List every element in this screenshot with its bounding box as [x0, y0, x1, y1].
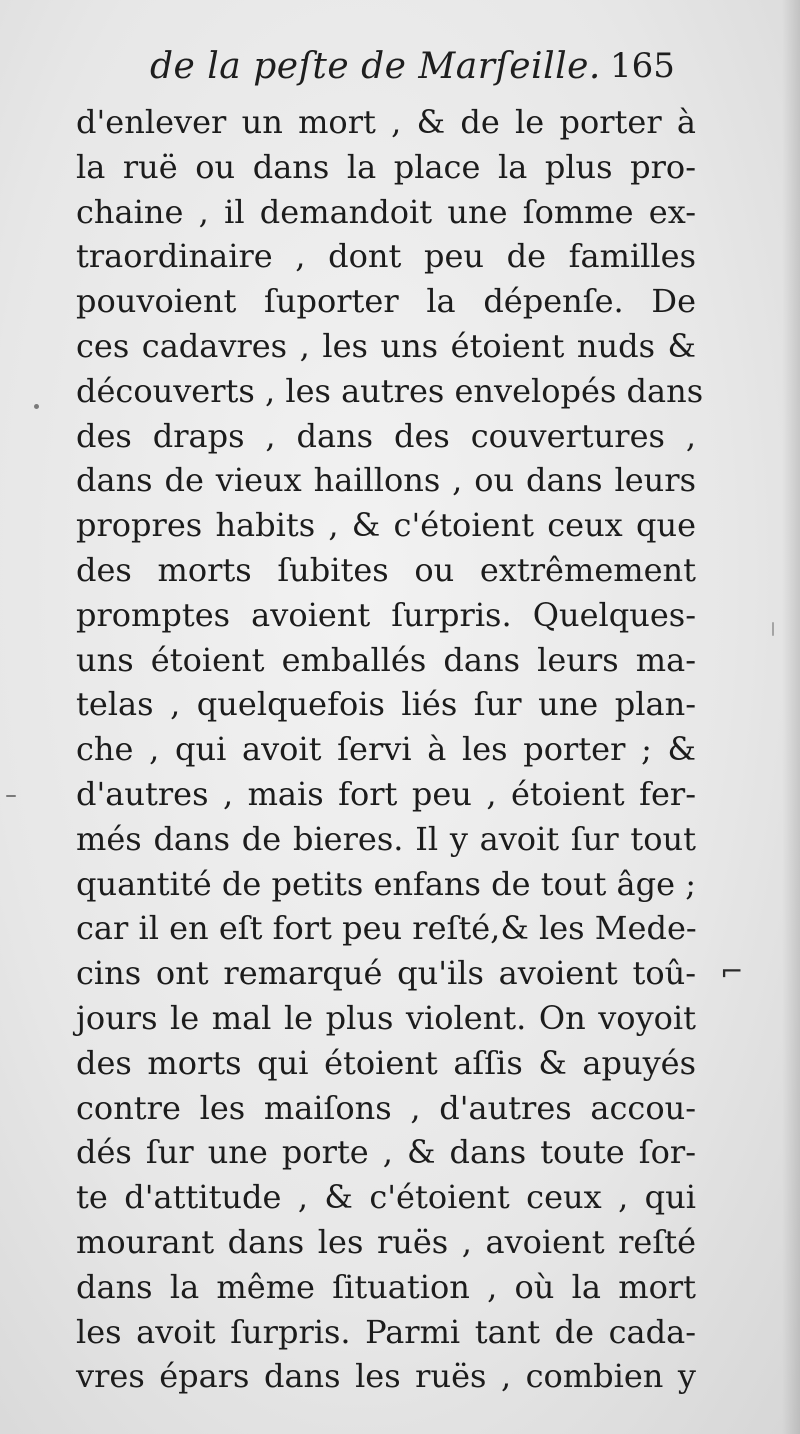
text-line: dans de vieux haillons , ou dans leurs [76, 461, 696, 500]
text-line: ces cadavres , les uns étoient nuds & [76, 326, 696, 365]
text-line: vres épars dans les ruës , combien y [76, 1357, 696, 1396]
text-line: promptes avoient ſurpris. Quelques- [76, 595, 696, 634]
text-line: dans la même ſituation , où la mort [76, 1267, 696, 1306]
text-line: cins ont remarqué qu'ils avoient toû- [76, 954, 696, 993]
text-line: d'autres , mais fort peu , étoient fer- [76, 774, 696, 813]
text-line: traordinaire , dont peu de familles [76, 237, 696, 276]
text-line: car il en eſt fort peu reſté,& les Mede- [76, 909, 697, 948]
text-line: dés ſur une porte , & dans toute ſor- [76, 1133, 696, 1172]
text-line: quantité de petits enfans de tout âge ; [76, 864, 696, 903]
margin-mark: ⌐ [720, 955, 744, 988]
text-line: d'enlever un mort , & de le porter à [76, 103, 696, 141]
text-line: la ruë ou dans la place la plus pro- [76, 147, 696, 186]
text-line: che , qui avoit ſervi à les porter ; & [76, 730, 696, 769]
running-title: de la peſte de Marſeille. [150, 46, 601, 87]
text-line: chaine , il demandoit une ſomme ex- [76, 192, 696, 231]
text-line: des morts qui étoient aſſis & apuyés [76, 1043, 696, 1082]
text-line: jours le mal le plus violent. On voyoit [76, 998, 696, 1037]
text-line: més dans de bieres. Il y avoit ſur tout [76, 819, 696, 858]
paper-speck [772, 622, 774, 636]
text-line: contre les maiſons , d'autres accou- [76, 1088, 696, 1127]
text-line: des morts ſubites ou extrêmement [76, 550, 696, 589]
text-line: les avoit ſurpris. Parmi tant de cada- [76, 1312, 696, 1351]
text-line: propres habits , & c'étoient ceux que [76, 506, 696, 545]
page-number: 165 [610, 46, 675, 86]
paper-speck [6, 795, 16, 797]
text-line: mourant dans les ruës , avoient reſté [76, 1222, 696, 1261]
page-edge-shadow [782, 0, 800, 1434]
paper-speck [34, 404, 39, 409]
text-line: uns étoient emballés dans leurs ma- [76, 640, 696, 679]
text-line: découverts , les autres envelopés dans [76, 371, 704, 410]
text-line: pouvoient ſuporter la dépenſe. De [76, 282, 696, 321]
text-line: te d'attitude , & c'étoient ceux , qui [76, 1178, 696, 1217]
body-text [76, 100, 716, 1399]
page-header [0, 46, 800, 102]
text-line: des draps , dans des couvertures , [76, 416, 696, 455]
text-line: telas , quelquefois liés ſur une plan- [76, 685, 696, 724]
